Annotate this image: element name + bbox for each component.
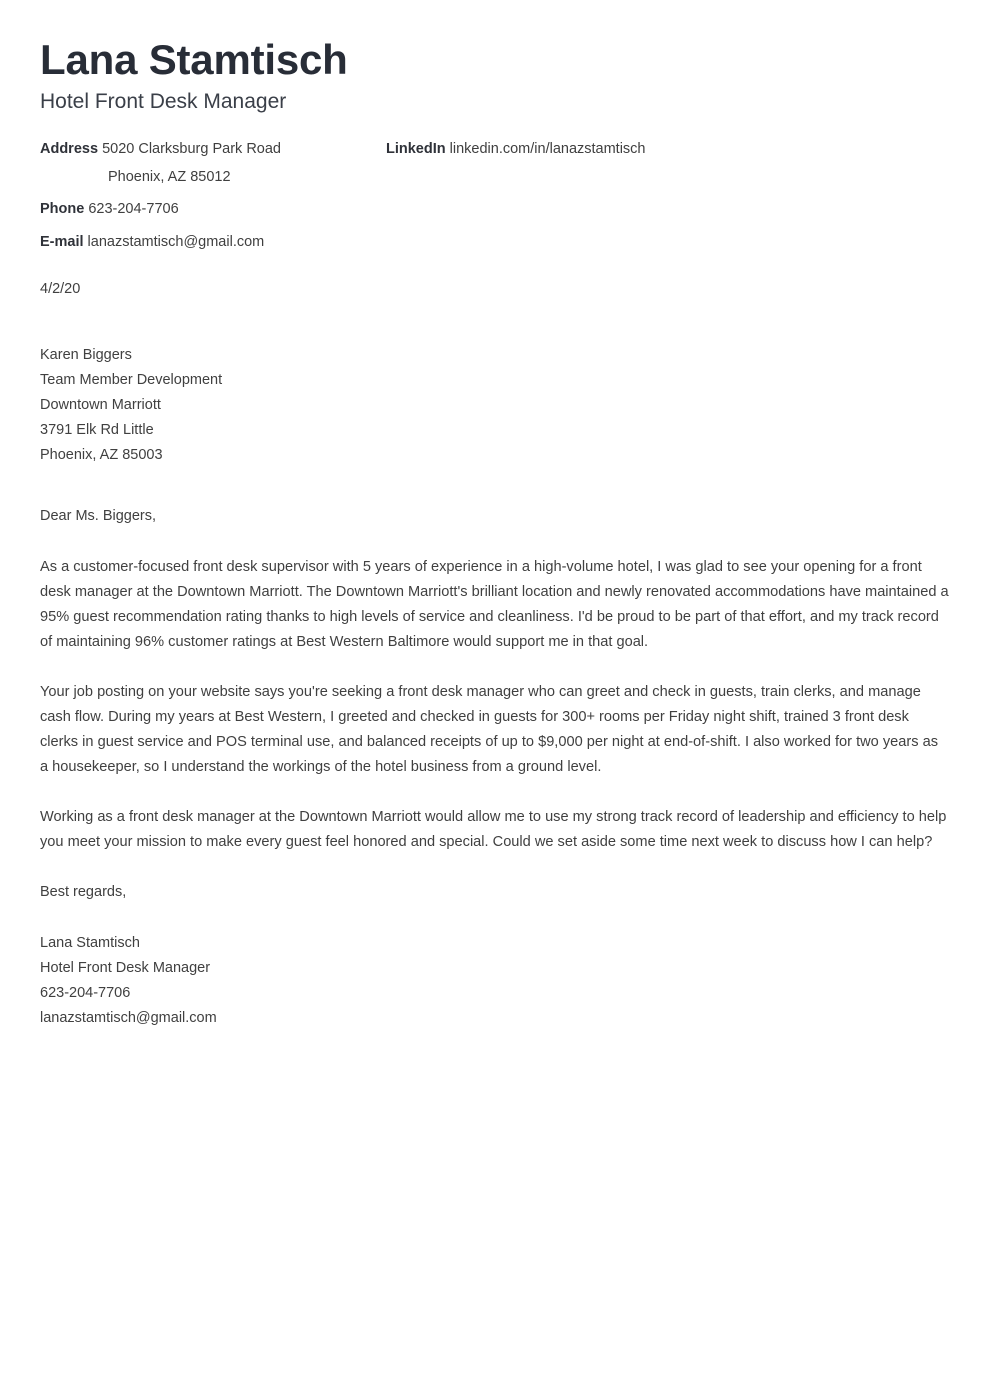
recipient-company: Downtown Marriott — [40, 396, 161, 413]
address-line-2: Phoenix, AZ 85012 — [108, 169, 231, 186]
signature-name: Lana Stamtisch — [40, 934, 140, 951]
email-label: E-mail — [40, 233, 84, 250]
page-title: Lana Stamtisch — [40, 36, 348, 83]
email-value[interactable]: lanazstamtisch@gmail.com — [87, 233, 265, 250]
address-line-1: 5020 Clarksburg Park Road — [102, 141, 281, 158]
signature-email[interactable]: lanazstamtisch@gmail.com — [40, 1009, 217, 1026]
contact-row-linkedin — [386, 140, 646, 158]
recipient-name: Karen Biggers — [40, 346, 132, 363]
body-paragraph-1: As a customer-focused front desk supervisor with 5 years of experience in a high-volume hotel, I was glad to see your opening for a front desk manager at the Downtown Marriott. The Downtown Marriott's brilliant location and newly renovated accommodations have maintained a 95% guest recommendation rating thanks to high levels of service and cleanliness. I'd be proud to be part of that effort, and my track record of maintaining 96% customer ratings at Best Western Baltimore would support me in that goal. — [40, 558, 949, 650]
phone-value: 623-204-7706 — [88, 201, 179, 218]
linkedin-label: LinkedIn — [386, 141, 446, 158]
signature-title: Hotel Front Desk Manager — [40, 959, 211, 976]
contact-row-email — [40, 233, 386, 251]
job-title-subheading: Hotel Front Desk Manager — [40, 90, 287, 114]
recipient-city-state-zip: Phoenix, AZ 85003 — [40, 446, 163, 463]
body-paragraph-2: Your job posting on your website says you're seeking a front desk manager who can greet and check in guests, train clerks, and manage cash flow. During my years at Best Western, I greeted and checked in guests for 300+ rooms per Friday night shift, trained 3 front desk clerks in guest service and POS terminal use, and balanced receipts of up to $9,000 per night at end-of-shift. I also worked for two years as a housekeeper, so I understand the workings of the hotel business from a ground level. — [40, 683, 938, 775]
recipient-street: 3791 Elk Rd Little — [40, 421, 154, 438]
salutation: Dear Ms. Biggers, — [40, 507, 157, 524]
recipient-department: Team Member Development — [40, 371, 223, 388]
contact-row-address — [40, 140, 386, 186]
closing-salutation: Best regards, — [40, 883, 127, 900]
letter-date: 4/2/20 — [40, 280, 81, 297]
recipient-address-block — [40, 343, 950, 468]
contact-row-phone — [40, 200, 386, 218]
signature-phone: 623-204-7706 — [40, 984, 131, 1001]
contact-column-left — [40, 140, 386, 251]
body-paragraph-3: Working as a front desk manager at the Downtown Marriott would allow me to use my strong track record of leadership and efficiency to help you meet your mission to make every guest feel honored and special. Could we set aside some time next week to discuss how I can help? — [40, 808, 947, 850]
phone-label: Phone — [40, 201, 85, 218]
signature-block — [40, 931, 950, 1031]
address-label: Address — [40, 141, 99, 158]
contact-details — [40, 140, 950, 251]
linkedin-value[interactable]: linkedin.com/in/lanazstamtisch — [449, 141, 646, 158]
